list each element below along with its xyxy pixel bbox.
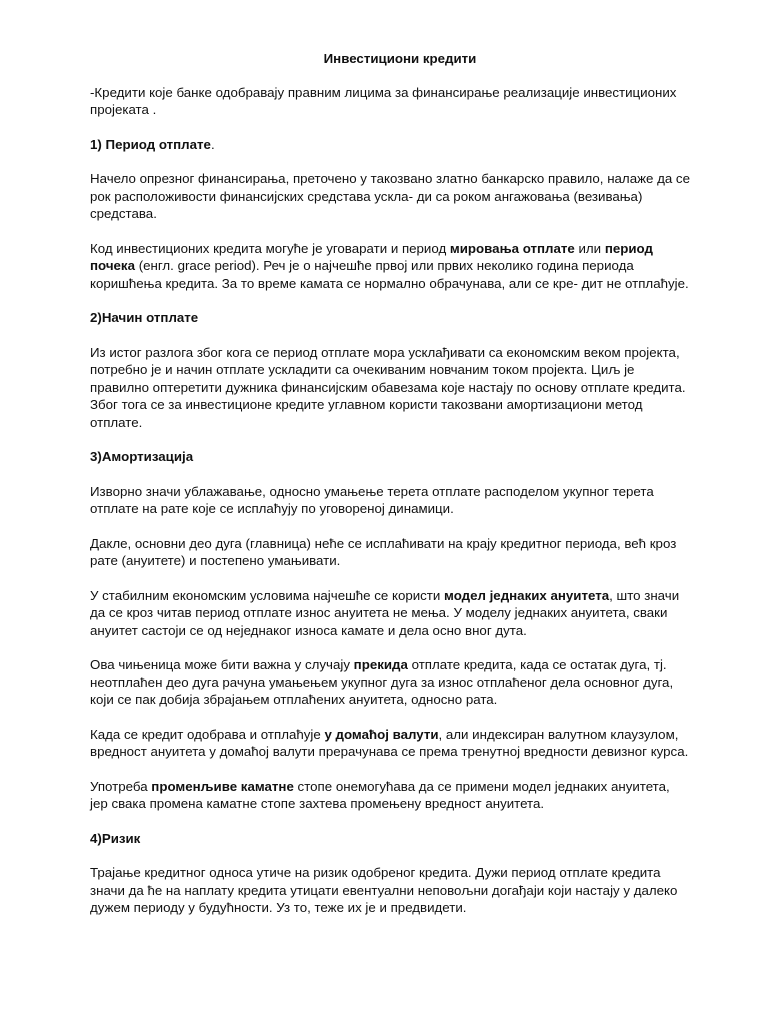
bold-term: прекида xyxy=(353,657,408,672)
intro-paragraph: -Кредити које банке одобравају правним лицима за финансирање реализације инвестиционих пројеката . xyxy=(90,84,677,117)
text-run: Ова чињеница може бити важна у случају xyxy=(90,657,354,672)
section-3-paragraph-3 xyxy=(90,587,690,640)
section-1-paragraph-1: Начело опрезног финансирања, преточено у такозвано златно банкарско правило, налаже да се рок расположивости финансијских средстава ускла- ди са роком ангажовања (везивања) средстава. xyxy=(90,171,690,221)
section-3-paragraph-1: Изворно значи ублажавање, односно умањење терета отплате расподелом укупног терета отплате на рате које се исплаћују по уговореној динамици. xyxy=(90,483,654,516)
text-run: У стабилним економским условима најчешће се користи xyxy=(90,587,445,603)
bold-term: мировања отплате xyxy=(449,240,575,256)
section-2-paragraph-1: Из истог разлога због кога се период отплате мора усклађивати са економским веком пројекта, потребно је и начин отплате ускладити са очекиваним новчаним током пројекта. Циљ је правилно оптеретити дужника финансијским обавезама које настају по основу отплате кредита. Због тога се за инвестиционе кредите углавном користи такозвани амортизациони метод отплате. xyxy=(90,344,686,430)
document-title: Инвестициони кредити xyxy=(323,51,477,66)
section-3-paragraph-5 xyxy=(90,726,690,761)
section-4-paragraph-1: Трајање кредитног односа утиче на ризик одобреног кредита. Дужи период отплате кредита значи да ће на наплату кредита утицати евентуални неповољни догађаји који настају у далеко дужем периоду у будућности. Уз то, теже их је и предвидети. xyxy=(90,865,678,915)
text-run: Када се кредит одобрава и отплаћује xyxy=(90,726,325,742)
section-3-paragraph-4 xyxy=(90,656,690,709)
bold-term: у домаћој валути xyxy=(324,726,439,742)
section-2-heading: 2)Начин отплате xyxy=(90,310,199,325)
text-run: Употреба xyxy=(90,778,152,794)
text-run: , али индексиран валутном клаузулом, вредност ануитета у домаћој валути прерачунава се према тренутној вредности девизног курса. xyxy=(90,726,689,759)
section-3-heading: 3)Амортизација xyxy=(90,449,194,464)
text-run: (енгл. grace period). Реч је о најчешће првој или првих неколико година периода коришћења кредита. За то време камата се нормално обрачунава, али се кре- дит не отплаћује. xyxy=(90,258,689,291)
section-1-heading-tail: . xyxy=(210,136,215,152)
bold-term: променљиве каматне xyxy=(151,778,294,794)
section-1-heading xyxy=(90,136,690,154)
bold-term: модел једнаких ануитета xyxy=(444,587,610,603)
text-run: Код инвестиционих кредита могуће је уговарати и период xyxy=(90,240,450,256)
section-1-paragraph-2 xyxy=(90,240,690,293)
text-run: отплате кредита, када се остатак дуга, тј. неотплаћен део дуга рачуна умањењем укупног дуга за износ отплаћеног дела основног дуга, који се пак добија збрајањем отплаћених ануитета, односно рата. xyxy=(90,657,674,707)
document-page xyxy=(90,50,690,934)
text-run: или xyxy=(574,240,605,256)
section-3-paragraph-6 xyxy=(90,778,690,813)
text-run: , што значи да се кроз читав период отплате износ ануитета не мења. У моделу једнаких ануитета, сваки ануитет састоји се од неједнаког износа камате и дела осно вног дута. xyxy=(90,587,680,638)
section-4-heading: 4)Ризик xyxy=(90,830,141,846)
bold-term: период почека xyxy=(90,240,653,273)
section-1-heading-text: 1) Период отплате xyxy=(90,136,211,152)
text-run: стопе онемогућава да се примени модел једнаких ануитета, јер свака промена каматне стопе захтева промењену вредност ануитета. xyxy=(90,778,670,811)
section-3-paragraph-2: Дакле, основни део дуга (главница) неће се исплаћивати на крају кредитног периода, већ кроз рате (ануитете) и постепено умањивати. xyxy=(90,535,677,568)
